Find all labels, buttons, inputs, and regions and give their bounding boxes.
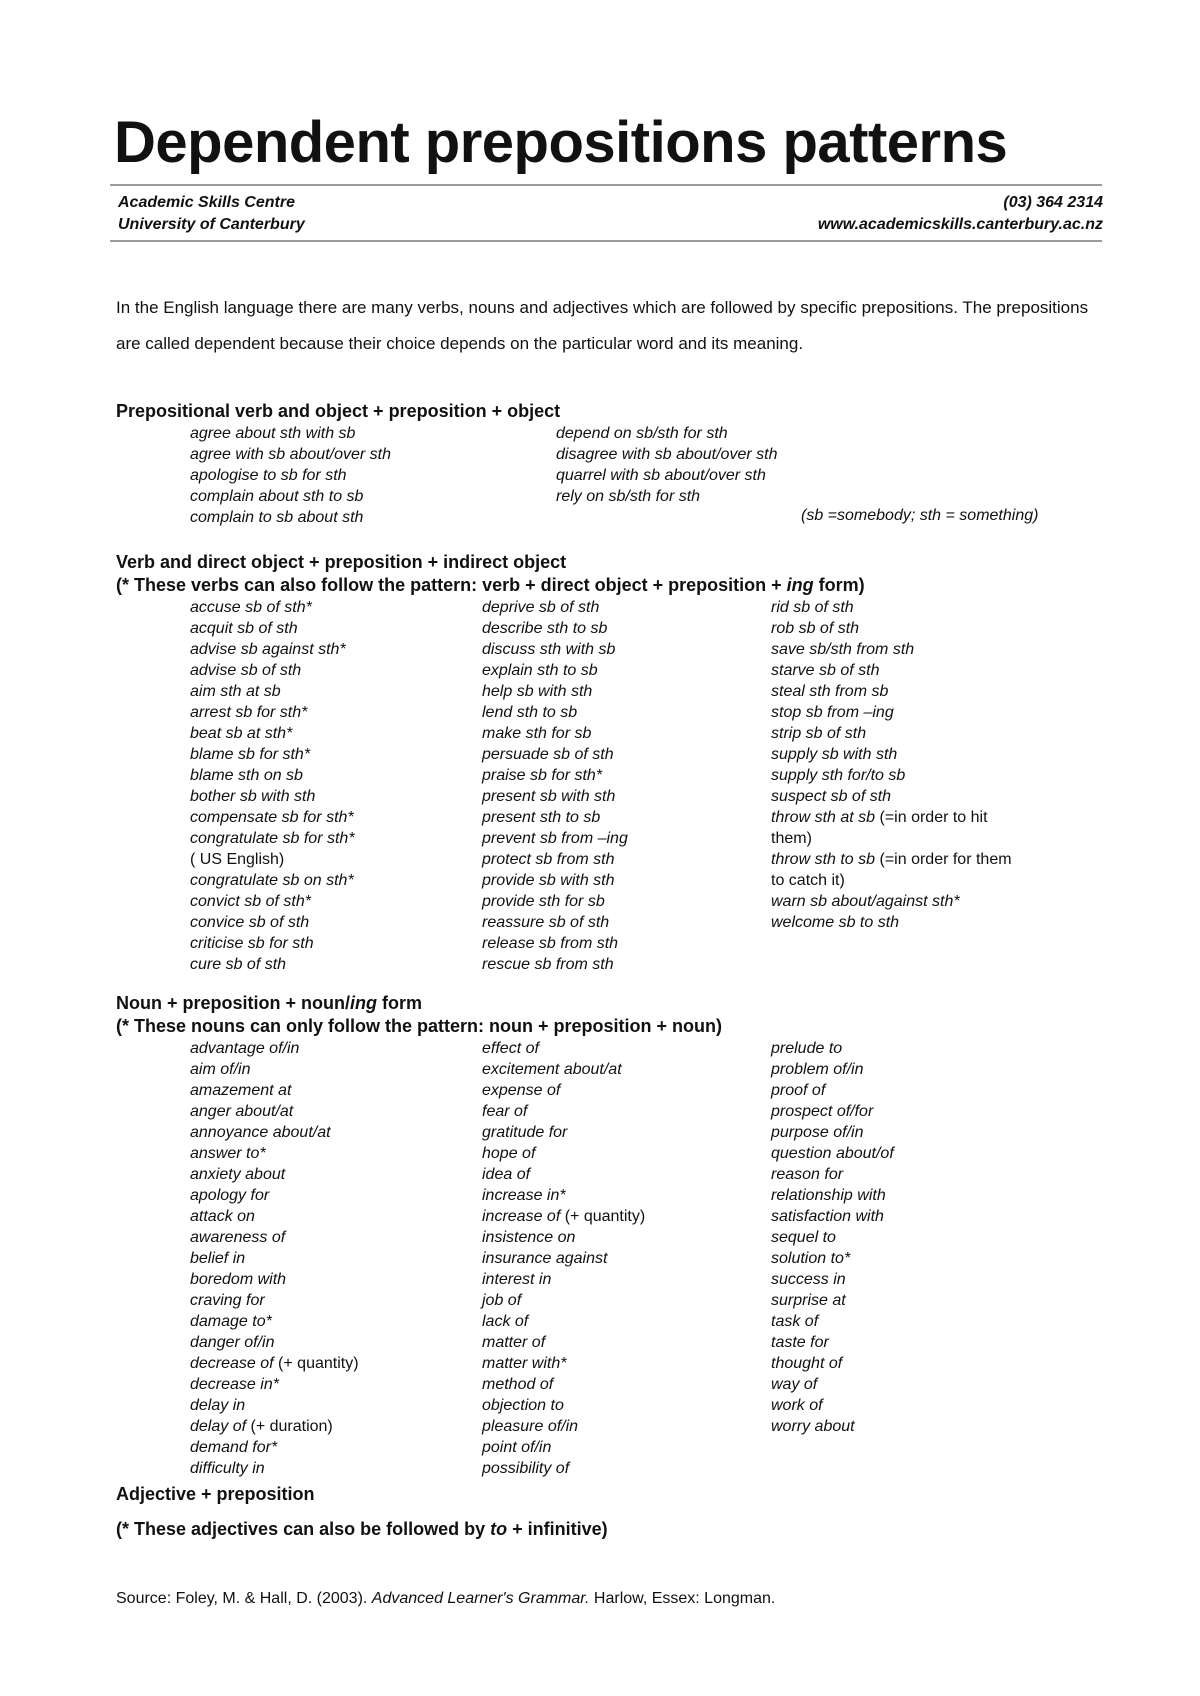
list-item: deprive sb of sth	[482, 599, 600, 616]
list-item: attack on	[190, 1208, 255, 1225]
list-item: increase of (+ quantity)	[482, 1208, 646, 1225]
list-item: decrease of (+ quantity)	[190, 1355, 359, 1372]
list-item: worry about	[771, 1418, 855, 1435]
list-item: beat sb at sth*	[190, 725, 293, 742]
list-item: lend sth to sb	[482, 704, 578, 721]
list-item: supply sb with sth	[771, 746, 898, 763]
list-item: pleasure of/in	[482, 1418, 579, 1435]
section-prepositional-verb	[116, 400, 1101, 533]
list-item: complain about sth to sb	[190, 488, 364, 505]
list-item: supply sth for/to sb	[771, 767, 906, 784]
list-item: stop sb from –ing	[771, 704, 894, 721]
header-rule-bottom	[110, 240, 1102, 242]
section-heading: Verb and direct object + preposition + indirect object	[116, 552, 567, 572]
list-item: congratulate sb on sth*	[190, 872, 354, 889]
list-item: provide sb with sth	[482, 872, 615, 889]
list-item: interest in	[482, 1271, 552, 1288]
list-item: work of	[771, 1397, 823, 1414]
list-item: task of	[771, 1313, 819, 1330]
list-item: to catch it)	[771, 872, 845, 889]
list-item: convict sb of sth*	[190, 893, 311, 910]
list-column-1	[190, 423, 391, 528]
list-item: success in	[771, 1271, 846, 1288]
section-subheading: (* These nouns can only follow the pattern: noun + preposition + noun)	[116, 1016, 723, 1036]
list-item: answer to*	[190, 1145, 266, 1162]
list-item: present sth to sb	[482, 809, 601, 826]
word-list	[116, 1038, 1101, 1488]
list-item: rescue sb from sth	[482, 956, 614, 973]
list-item: taste for	[771, 1334, 829, 1351]
list-column-3	[771, 597, 1012, 933]
list-item: depend on sb/sth for sth	[556, 425, 728, 442]
list-item: prevent sb from –ing	[482, 830, 628, 847]
list-item: matter of	[482, 1334, 546, 1351]
list-item: solution to*	[771, 1250, 851, 1267]
list-item: welcome sb to sth	[771, 914, 900, 931]
list-column-2	[482, 1038, 645, 1479]
list-item: rid sb of sth	[771, 599, 854, 616]
list-item: strip sb of sth	[771, 725, 867, 742]
list-item: anxiety about	[190, 1166, 286, 1183]
list-item: ( US English)	[190, 851, 285, 868]
org-line-2: University of Canterbury	[118, 216, 305, 233]
intro-paragraph: In the English language there are many verbs, nouns and adjectives which are followed by specific prepositions. The prepositions are called dependent because their choice depends on the particular word and its meaning.	[116, 298, 1089, 353]
list-item: throw sth at sb (=in order to hit	[771, 809, 988, 826]
list-item: idea of	[482, 1166, 531, 1183]
section-adjective-preposition	[116, 1483, 1101, 1506]
section-heading: Prepositional verb and object + preposition + object	[116, 401, 561, 421]
list-item: delay in	[190, 1397, 246, 1414]
org-line-1: Academic Skills Centre	[118, 194, 295, 211]
list-item: reason for	[771, 1166, 844, 1183]
list-item: possibility of	[482, 1460, 570, 1477]
list-item: matter with*	[482, 1355, 567, 1372]
list-item: relationship with	[771, 1187, 886, 1204]
list-item: protect sb from sth	[482, 851, 615, 868]
list-item: save sb/sth from sth	[771, 641, 915, 658]
list-item: agree about sth with sb	[190, 425, 356, 442]
list-item: aim of/in	[190, 1061, 251, 1078]
list-item: make sth for sb	[482, 725, 592, 742]
list-item: thought of	[771, 1355, 843, 1372]
list-item: compensate sb for sth*	[190, 809, 354, 826]
list-item: disagree with sb about/over sth	[556, 446, 778, 463]
list-item: criticise sb for sth	[190, 935, 314, 952]
list-item: agree with sb about/over sth	[190, 446, 392, 463]
list-item: effect of	[482, 1040, 539, 1057]
list-column-1	[190, 597, 355, 975]
list-item: excitement about/at	[482, 1061, 622, 1078]
list-item: rely on sb/sth for sth	[556, 488, 701, 505]
header-contact	[818, 192, 1103, 236]
list-item: surprise at	[771, 1292, 846, 1309]
list-item: expense of	[482, 1082, 561, 1099]
list-column-1	[190, 1038, 359, 1479]
list-item: aim sth at sb	[190, 683, 281, 700]
list-item: difficulty in	[190, 1460, 265, 1477]
list-item: bother sb with sth	[190, 788, 316, 805]
list-item: amazement at	[190, 1082, 292, 1099]
list-column-2	[556, 423, 777, 507]
header-org	[118, 192, 305, 236]
phone-number: (03) 364 2314	[1003, 194, 1103, 211]
list-item: prelude to	[771, 1040, 843, 1057]
list-item: prospect of/for	[771, 1103, 874, 1120]
list-item: purpose of/in	[771, 1124, 864, 1141]
list-item: discuss sth with sb	[482, 641, 616, 658]
list-item: suspect sb of sth	[771, 788, 892, 805]
list-item: apology for	[190, 1187, 270, 1204]
list-item: describe sth to sb	[482, 620, 608, 637]
word-list	[116, 597, 1101, 977]
list-item: demand for*	[190, 1439, 278, 1456]
list-item: cure sb of sth	[190, 956, 287, 973]
list-column-3	[771, 1038, 894, 1437]
list-item: sequel to	[771, 1229, 836, 1246]
source-citation: Source: Foley, M. & Hall, D. (2003). Advanced Learner's Grammar. Harlow, Essex: Longman.	[116, 1590, 776, 1607]
list-item: belief in	[190, 1250, 246, 1267]
list-item: arrest sb for sth*	[190, 704, 308, 721]
list-item: gratitude for	[482, 1124, 568, 1141]
list-item: praise sb for sth*	[482, 767, 603, 784]
list-item: accuse sb of sth*	[190, 599, 312, 616]
list-item: persuade sb of sth	[482, 746, 614, 763]
list-item: starve sb of sth	[771, 662, 880, 679]
list-item: fear of	[482, 1103, 528, 1120]
section-subheading: (* These verbs can also follow the pattern: verb + direct object + preposition + ing form)	[116, 575, 865, 595]
section-subheading: (* These adjectives can also be followed by to + infinitive)	[116, 1519, 608, 1539]
list-item: complain to sb about sth	[190, 509, 364, 526]
list-item: them)	[771, 830, 812, 847]
list-item: point of/in	[482, 1439, 552, 1456]
list-item: insistence on	[482, 1229, 576, 1246]
list-item: throw sth to sb (=in order for them	[771, 851, 1012, 868]
list-item: blame sth on sb	[190, 767, 303, 784]
list-item: awareness of	[190, 1229, 286, 1246]
section-heading: Noun + preposition + noun/ing form	[116, 993, 422, 1013]
list-item: quarrel with sb about/over sth	[556, 467, 766, 484]
list-item: annoyance about/at	[190, 1124, 331, 1141]
list-item: advise sb of sth	[190, 662, 302, 679]
list-item: acquit sb of sth	[190, 620, 298, 637]
list-item: boredom with	[190, 1271, 287, 1288]
website-link[interactable]: www.academicskills.canterbury.ac.nz	[817, 216, 1103, 233]
header-rule-top	[110, 184, 1102, 186]
list-item: increase in*	[482, 1187, 566, 1204]
section-noun-preposition	[116, 992, 1101, 1488]
section-heading: Adjective + preposition	[116, 1484, 315, 1504]
list-item: steal sth from sb	[771, 683, 889, 700]
list-item: method of	[482, 1376, 554, 1393]
list-item: rob sb of sth	[771, 620, 860, 637]
list-item: apologise to sb for sth	[190, 467, 347, 484]
list-item: way of	[771, 1376, 818, 1393]
list-item: blame sb for sth*	[190, 746, 311, 763]
list-item: job of	[482, 1292, 522, 1309]
list-item: insurance against	[482, 1250, 608, 1267]
list-item: release sb from sth	[482, 935, 619, 952]
list-item: damage to*	[190, 1313, 272, 1330]
list-item: problem of/in	[771, 1061, 864, 1078]
list-item: hope of	[482, 1145, 536, 1162]
list-item: danger of/in	[190, 1334, 275, 1351]
list-item: provide sth for sb	[482, 893, 605, 910]
list-item: congratulate sb for sth*	[190, 830, 355, 847]
section-verb-direct-object	[116, 551, 1101, 977]
page-title: Dependent prepositions patterns	[114, 110, 1008, 175]
list-item: satisfaction with	[771, 1208, 884, 1225]
list-column-2	[482, 597, 628, 975]
list-item: proof of	[771, 1082, 826, 1099]
word-list	[116, 423, 1101, 533]
list-item: craving for	[190, 1292, 265, 1309]
list-item: help sb with sth	[482, 683, 593, 700]
list-item: convice sb of sth	[190, 914, 310, 931]
list-item: lack of	[482, 1313, 529, 1330]
list-item: advantage of/in	[190, 1040, 300, 1057]
list-item: anger about/at	[190, 1103, 294, 1120]
list-item: question about/of	[771, 1145, 894, 1162]
list-item: delay of (+ duration)	[190, 1418, 333, 1435]
list-item: reassure sb of sth	[482, 914, 610, 931]
list-item: explain sth to sb	[482, 662, 598, 679]
list-item: decrease in*	[190, 1376, 279, 1393]
abbreviation-note: (sb =somebody; sth = something)	[801, 507, 1039, 524]
list-item: present sb with sth	[482, 788, 616, 805]
list-item: warn sb about/against sth*	[771, 893, 960, 910]
list-item: objection to	[482, 1397, 564, 1414]
list-item: advise sb against sth*	[190, 641, 346, 658]
